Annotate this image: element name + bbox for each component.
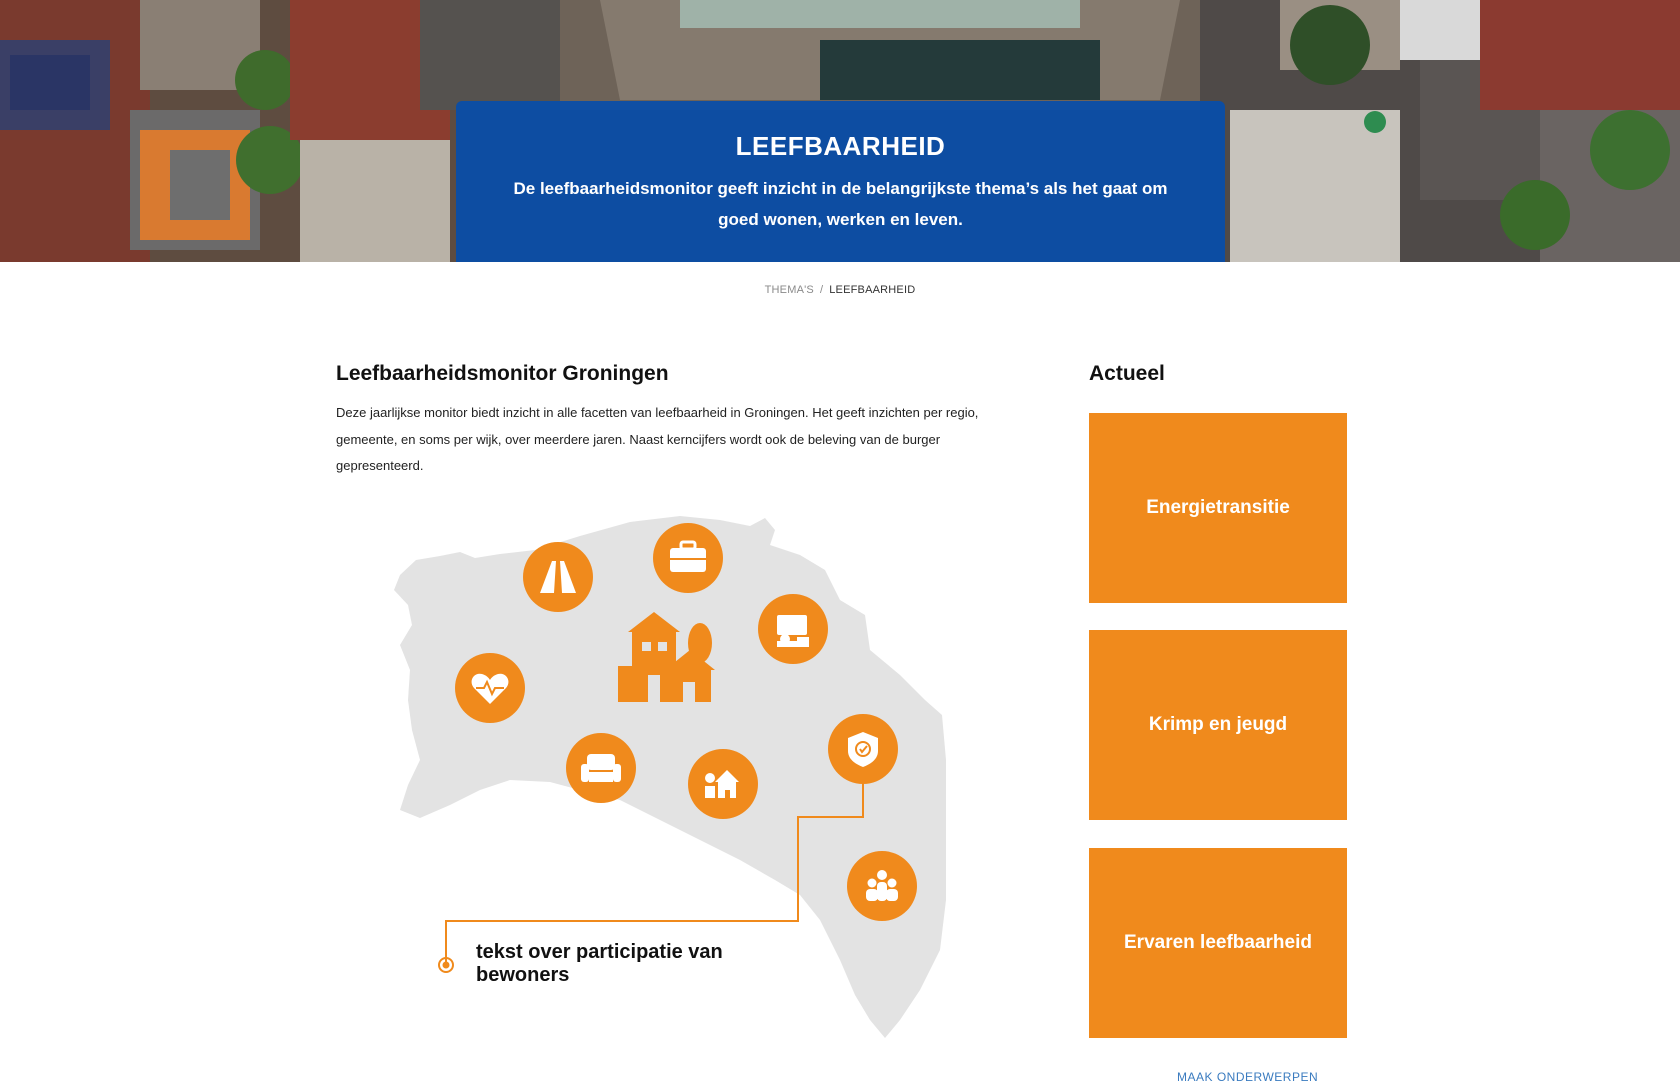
tile-label: Krimp en jeugd xyxy=(1148,714,1288,735)
tile-label: Ervaren leefbaarheid xyxy=(1124,932,1312,953)
neighbourhood-icon xyxy=(688,749,758,819)
safety-shield-icon xyxy=(828,714,898,784)
tile-energietransitie[interactable] xyxy=(1089,413,1347,603)
road-icon xyxy=(523,542,593,612)
education-icon xyxy=(758,594,828,664)
sofa-icon xyxy=(566,733,636,803)
page-title: Leefbaarheidsmonitor Groningen xyxy=(336,362,669,385)
hero-description: De leefbaarheidsmonitor geeft inzicht in de belangrijkste thema’s als het gaat om goed wonen, werken en leven. xyxy=(513,179,1168,229)
hero-card xyxy=(456,101,1225,262)
hero-banner xyxy=(0,0,1680,262)
intro-text: Deze jaarlijkse monitor biedt inzicht in alle facetten van leefbaarheid in Groningen. Het geeft inzichten per regio, gemeente, en soms per wijk, over meerdere jaren. Naast kerncijfers wordt ook de beleving van de burger gepresenteerd. xyxy=(336,405,979,473)
breadcrumb-current: LEEFBAARHEID xyxy=(829,284,916,296)
tile-label: Energietransitie xyxy=(1146,497,1290,518)
briefcase-icon xyxy=(653,523,723,593)
participation-people-icon xyxy=(847,851,917,921)
callout-text[interactable]: tekst over participatie van bewoners xyxy=(476,941,723,986)
breadcrumb-link-themas[interactable]: THEMA'S xyxy=(764,284,814,296)
more-topics-link[interactable]: MAAK ONDERWERPEN xyxy=(1177,1070,1319,1084)
breadcrumb xyxy=(0,284,1680,296)
sidebar-title: Actueel xyxy=(1089,362,1165,385)
health-icon xyxy=(455,653,525,723)
hero-title: LEEFBAARHEID xyxy=(735,131,946,161)
tile-krimp-en-jeugd[interactable] xyxy=(1089,630,1347,820)
tile-ervaren-leefbaarheid[interactable] xyxy=(1089,848,1347,1038)
breadcrumb-separator: / xyxy=(819,284,824,296)
